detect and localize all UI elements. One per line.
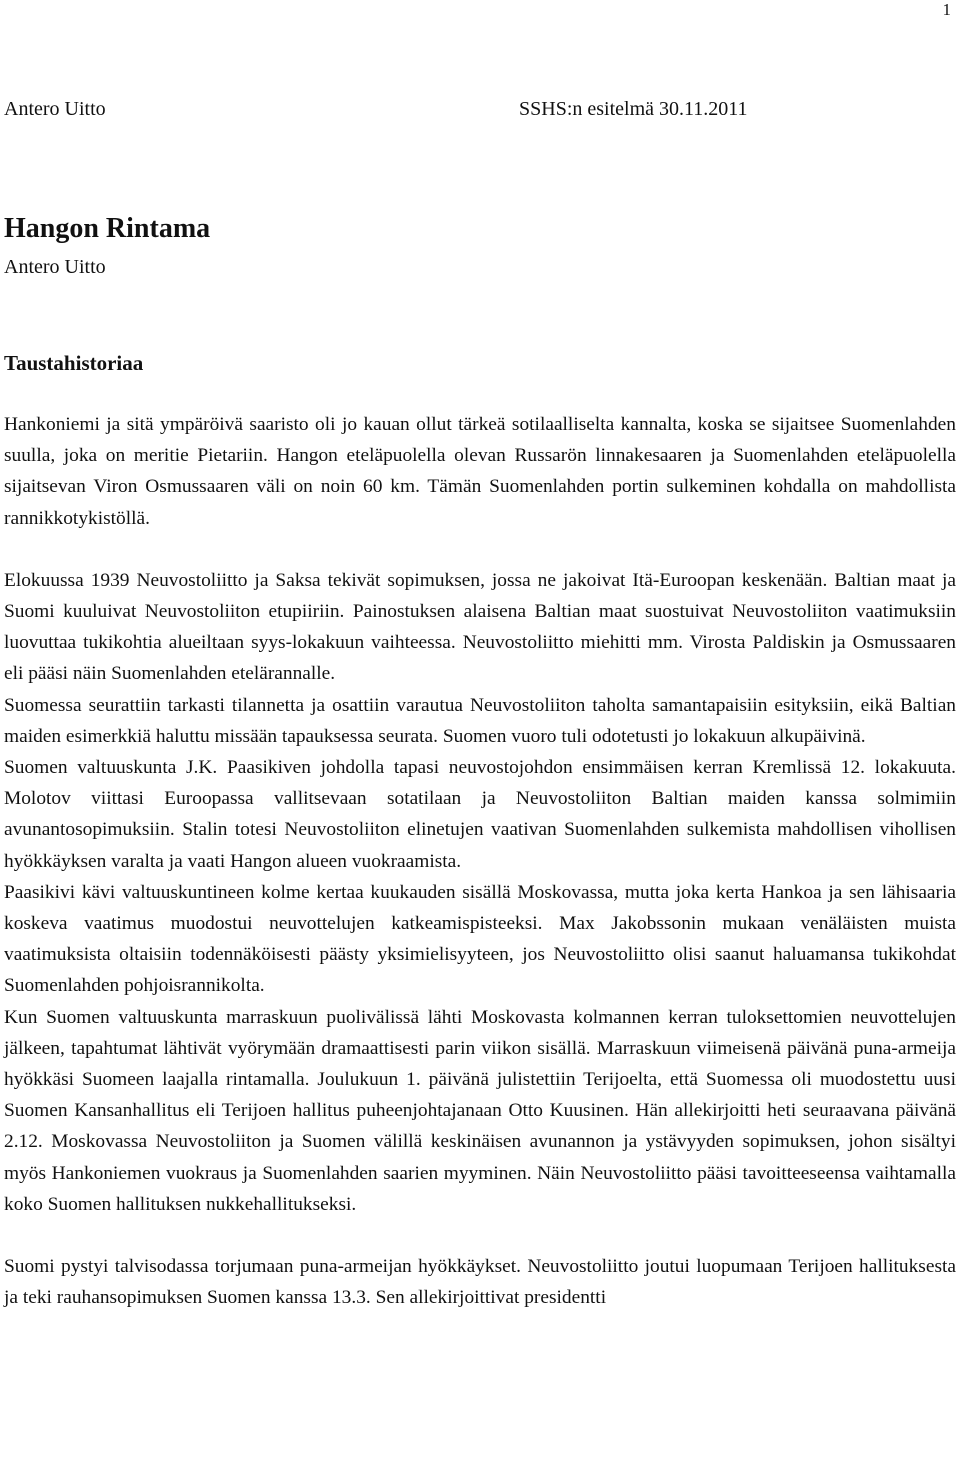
page-number: 1 <box>942 0 951 19</box>
document-title: Hangon Rintama <box>4 213 211 244</box>
header-author: Antero Uitto <box>4 98 106 120</box>
paragraph: Paasikivi kävi valtuuskuntineen kolme kertaa kuukauden sisällä Moskovassa, mutta joka kerta Hankoa ja sen lähisaaria koskeva vaatimus muodostui neuvottelujen katkeamispisteeksi. Max Jakobssonin mukaan venäläisten muista vaatimuksista oltaisiin todennäköisesti päästy yksimielisyyteen, jos Neuvostoliitto olisi saanut haluamansa tukikohdat Suomenlahden pohjoisrannikolta. <box>4 881 956 997</box>
header-event: SSHS:n esitelmä 30.11.2011 <box>519 98 748 120</box>
section-heading: Taustahistoriaa <box>4 351 144 375</box>
paragraph: Suomi pystyi talvisodassa torjumaan puna-armeijan hyökkäykset. Neuvostoliitto joutui luopumaan Terijoen hallituksesta ja teki rauhansopimuksen Suomen kanssa 13.3. Sen allekirjoittivat presidentti <box>4 1256 956 1309</box>
paragraph: Elokuussa 1939 Neuvostoliitto ja Saksa tekivät sopimuksen, jossa ne jakoivat Itä-Euroopan keskenään. Baltian maat ja Suomi kuuluivat Neuvostoliiton etupiiriin. Painostuksen alaisena Baltian maat suostuivat Neuvostoliiton vaatimuksiin luovuttaa tukikohtia alueiltaan syys-lokakuun vaihteessa. Neuvostoliitto miehitti mm. Virosta Paldiskin ja Osmussaaren eli pääsi näin Suomenlahden etelärannalle. <box>4 569 956 685</box>
paragraph: Suomen valtuuskunta J.K. Paasikiven johdolla tapasi neuvostojohdon ensimmäisen kerran Kremlissä 12. lokakuuta. Molotov viittasi Euroopassa vallitsevaan sotatilaan ja Neuvostoliiton Baltian maiden kanssa solmimiin avunantosopimuksiin. Stalin totesi Neuvostoliiton elinetujen vaativan Suomenlahden sulkemista mahdollisen vihollisen hyökkäyksen varalta ja vaati Hangon alueen vuokraamista. <box>4 757 956 872</box>
document-byline: Antero Uitto <box>4 256 106 278</box>
body-text <box>4 409 956 1313</box>
paragraph: Hankoniemi ja sitä ympäröivä saaristo oli jo kauan ollut tärkeä sotilaalliselta kannalta, koska se sijaitsee Suomenlahden suulla, joka on meritie Pietariin. Hangon eteläpuolella olevan Russarön linnakesaaren ja Suomenlahden eteläpuolella sijaitsevan Viron Osmussaaren väli on noin 60 km. Tämän Suomenlahden portin sulkeminen kohdalla on mahdollista rannikkotykistöllä. <box>4 414 956 529</box>
paragraph: Suomessa seurattiin tarkasti tilannetta ja osattiin varautua Neuvostoliiton taholta samantapaisiin esityksiin, eikä Baltian maiden esimerkkiä haluttu missään tapauksessa seurata. Suomen vuoro tuli odotetusti jo lokakuun alkupäivinä. <box>4 694 956 747</box>
paragraph: Kun Suomen valtuuskunta marraskuun puolivälissä lähti Moskovasta kolmannen kerran tuloksettomien neuvottelujen jälkeen, tapahtumat lähtivät vyörymään dramaattisesti parin viikon sisällä. Marraskuun viimeisenä päivänä puna-armeija hyökkäsi Suomeen laajalla rintamalla. Joulukuun 1. päivänä julistettiin Terijoelta, että Suomessa oli muodostettu uusi Suomen Kansanhallitus eli Terijoen hallitus puheenjohtajanaan Otto Kuusinen. Hän allekirjoitti heti seuraavana päivänä 2.12. Moskovassa Neuvostoliiton ja Suomen välillä keskinäisen avunannon ja ystävyyden sopimuksen, johon sisältyi myös Hankoniemen vuokraus ja Suomenlahden saarien myyminen. Näin Neuvostoliitto pääsi tavoitteeseensa vaihtamalla koko Suomen hallituksen nukkehallitukseksi. <box>4 1006 956 1215</box>
